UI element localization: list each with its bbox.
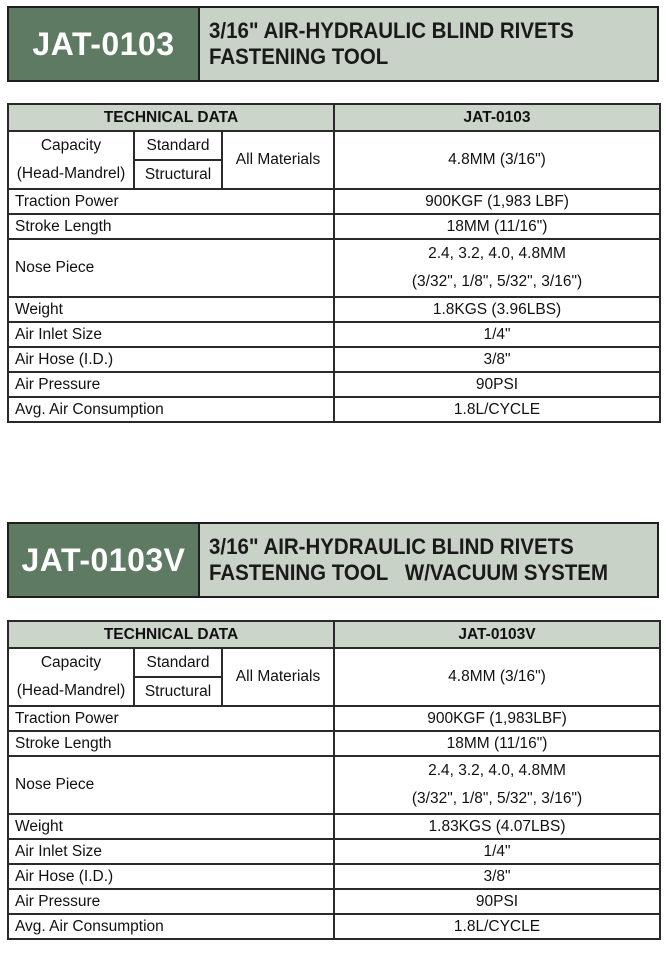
row-value: 3/8" bbox=[334, 864, 660, 889]
table-row bbox=[8, 322, 660, 347]
row-label: Nose Piece bbox=[8, 239, 334, 297]
table-row-capacity bbox=[8, 648, 660, 677]
row-label: Air Inlet Size bbox=[8, 322, 334, 347]
table-row bbox=[8, 864, 660, 889]
row-label: Stroke Length bbox=[8, 214, 334, 239]
model-name: JAT-0103V bbox=[21, 541, 186, 578]
capacity-standard: Standard bbox=[134, 648, 222, 677]
row-value: 90PSI bbox=[334, 372, 660, 397]
row-label: Traction Power bbox=[8, 706, 334, 731]
table-row bbox=[8, 914, 660, 939]
row-value: 1.83KGS (4.07LBS) bbox=[334, 814, 660, 839]
product-title-line-1: 3/16" AIR-HYDRAULIC BLIND RIVETS bbox=[209, 18, 574, 43]
table-row-nose-piece bbox=[8, 756, 660, 814]
row-value: 1/4" bbox=[334, 839, 660, 864]
row-value: 1.8L/CYCLE bbox=[334, 914, 660, 939]
row-value: 1.8L/CYCLE bbox=[334, 397, 660, 422]
capacity-structural: Structural bbox=[134, 677, 222, 706]
row-label: Weight bbox=[8, 297, 334, 322]
capacity-materials: All Materials bbox=[222, 131, 334, 189]
row-label: Air Pressure bbox=[8, 889, 334, 914]
table-row bbox=[8, 297, 660, 322]
product-title-line-1: 3/16" AIR-HYDRAULIC BLIND RIVETS bbox=[209, 534, 574, 559]
capacity-value: 4.8MM (3/16") bbox=[334, 648, 660, 706]
model-box bbox=[9, 524, 200, 596]
row-value: 90PSI bbox=[334, 889, 660, 914]
row-label: Air Hose (I.D.) bbox=[8, 864, 334, 889]
product-section-jat-0103 bbox=[7, 6, 659, 418]
table-row bbox=[8, 889, 660, 914]
table-row bbox=[8, 706, 660, 731]
product-title bbox=[209, 18, 649, 70]
header-technical-data: TECHNICAL DATA bbox=[8, 104, 334, 131]
row-value bbox=[334, 239, 660, 297]
capacity-materials: All Materials bbox=[222, 648, 334, 706]
row-label: Stroke Length bbox=[8, 731, 334, 756]
capacity-label bbox=[8, 131, 134, 189]
table-row bbox=[8, 372, 660, 397]
row-label: Traction Power bbox=[8, 189, 334, 214]
product-section-jat-0103v bbox=[7, 522, 659, 935]
row-label: Avg. Air Consumption bbox=[8, 914, 334, 939]
row-value: 1.8KGS (3.96LBS) bbox=[334, 297, 660, 322]
row-label: Air Inlet Size bbox=[8, 839, 334, 864]
row-label: Air Pressure bbox=[8, 372, 334, 397]
capacity-label-line-1: Capacity bbox=[40, 137, 102, 154]
table-row bbox=[8, 397, 660, 422]
capacity-structural: Structural bbox=[134, 160, 222, 189]
row-value: 18MM (11/16") bbox=[334, 214, 660, 239]
row-value: 900KGF (1,983LBF) bbox=[334, 706, 660, 731]
table-header-row bbox=[8, 104, 660, 131]
row-label: Weight bbox=[8, 814, 334, 839]
table-row bbox=[8, 214, 660, 239]
nose-piece-inch: (3/32", 1/8", 5/32", 3/16") bbox=[411, 273, 583, 290]
nose-piece-inch: (3/32", 1/8", 5/32", 3/16") bbox=[411, 790, 583, 807]
table-row bbox=[8, 347, 660, 372]
row-label: Avg. Air Consumption bbox=[8, 397, 334, 422]
product-title-line-2: FASTENING TOOL W/VACUUM SYSTEM bbox=[209, 560, 608, 585]
capacity-label bbox=[8, 648, 134, 706]
table-row bbox=[8, 814, 660, 839]
capacity-label-line-2: (Head-Mandrel) bbox=[16, 682, 126, 699]
table-row bbox=[8, 731, 660, 756]
capacity-label-line-1: Capacity bbox=[40, 654, 102, 671]
model-name: JAT-0103 bbox=[32, 25, 175, 62]
capacity-value: 4.8MM (3/16") bbox=[334, 131, 660, 189]
row-value: 3/8" bbox=[334, 347, 660, 372]
table-row bbox=[8, 839, 660, 864]
header-model: JAT-0103V bbox=[334, 621, 660, 648]
row-value: 900KGF (1,983 LBF) bbox=[334, 189, 660, 214]
table-row bbox=[8, 189, 660, 214]
table-header-row bbox=[8, 621, 660, 648]
nose-piece-mm: 2.4, 3.2, 4.0, 4.8MM bbox=[428, 762, 566, 779]
row-label: Nose Piece bbox=[8, 756, 334, 814]
nose-piece-mm: 2.4, 3.2, 4.0, 4.8MM bbox=[428, 245, 566, 262]
table-row-capacity bbox=[8, 131, 660, 160]
header-technical-data: TECHNICAL DATA bbox=[8, 621, 334, 648]
technical-data-table bbox=[7, 103, 661, 423]
technical-data-table bbox=[7, 620, 661, 940]
table-row-nose-piece bbox=[8, 239, 660, 297]
product-banner bbox=[7, 6, 659, 82]
product-banner bbox=[7, 522, 659, 598]
capacity-standard: Standard bbox=[134, 131, 222, 160]
capacity-label-line-2: (Head-Mandrel) bbox=[16, 165, 126, 182]
product-title bbox=[209, 534, 649, 586]
product-title-line-2: FASTENING TOOL bbox=[209, 44, 389, 69]
row-value: 1/4" bbox=[334, 322, 660, 347]
row-value bbox=[334, 756, 660, 814]
model-box bbox=[9, 8, 200, 80]
row-label: Air Hose (I.D.) bbox=[8, 347, 334, 372]
row-value: 18MM (11/16") bbox=[334, 731, 660, 756]
header-model: JAT-0103 bbox=[334, 104, 660, 131]
